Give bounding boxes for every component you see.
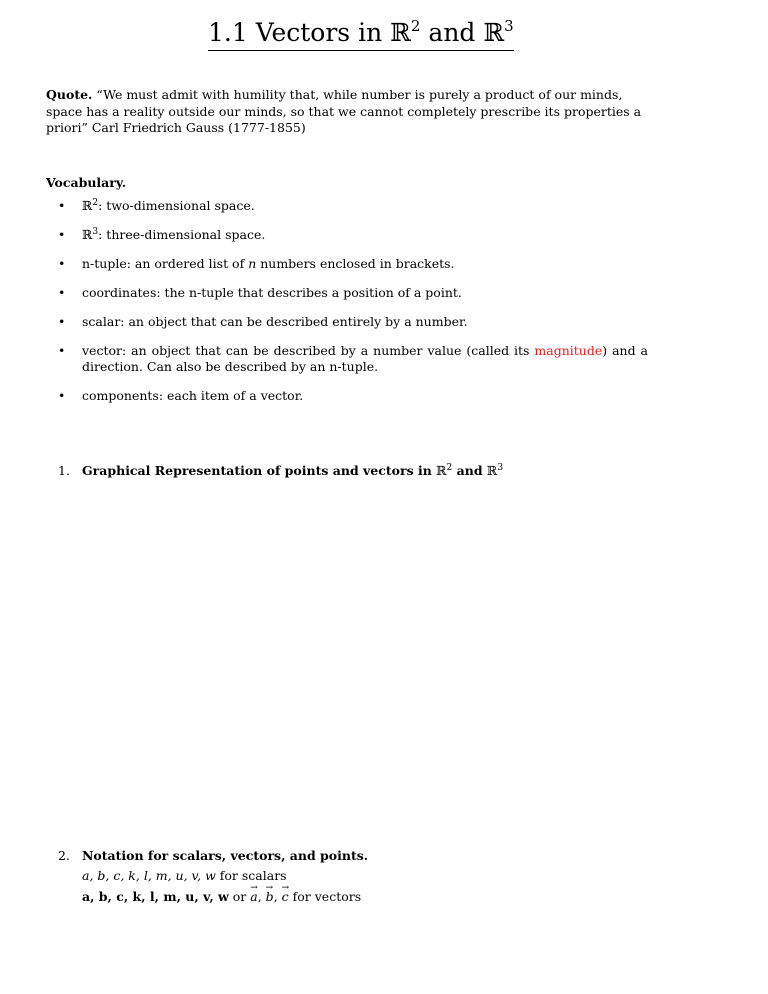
- reals-symbol: ℝ: [390, 18, 411, 47]
- bullet-icon: •: [58, 285, 66, 300]
- quote-text: “We must admit with humility that, while number is purely a product of our minds, space has a reality outside our minds, so that we cannot completely prescribe its properties a priori” Carl Friedrich Gauss (1777-1855): [46, 87, 642, 136]
- section-heading: Notation for scalars, vectors, and points.: [82, 848, 369, 863]
- bullet-icon: •: [58, 343, 66, 358]
- quote-label: Quote.: [46, 87, 93, 102]
- quote-paragraph: [46, 87, 646, 137]
- bullet-icon: •: [58, 256, 66, 271]
- page-title: 1.1 Vectors in ℝ$^2$ and ℝ$^3$: [208, 18, 514, 51]
- magnitude-highlight: magnitude: [534, 343, 603, 358]
- bullet-icon: •: [58, 227, 66, 242]
- section-graphical-representation: [58, 463, 503, 479]
- list-item: • scalar: an object that can be described entirely by a number.: [58, 314, 468, 329]
- list-item: • coordinates: the n-tuple that describes a position of a point.: [58, 285, 462, 300]
- section-notation: [58, 848, 368, 864]
- exponent: 3: [504, 17, 514, 35]
- section-number: 1.: [58, 463, 70, 478]
- vocabulary-list: [58, 198, 648, 417]
- bullet-icon: •: [58, 198, 66, 213]
- section-number: 2.: [58, 848, 70, 863]
- exponent: 2: [410, 17, 421, 35]
- vector-notation-line: a, b, c, k, l, m, u, v, w or → a, → b, → c for vectors: [82, 889, 361, 905]
- list-item: • ℝ$^3$: three-dimensional space.: [58, 227, 266, 242]
- list-item: • n-tuple: an ordered list of n numbers enclosed in brackets.: [58, 256, 455, 271]
- list-item: • ℝ$^2$: two-dimensional space.: [58, 198, 255, 213]
- bullet-icon: •: [58, 314, 66, 329]
- vocabulary-heading: Vocabulary.: [46, 175, 127, 190]
- list-item: • components: each item of a vector.: [58, 388, 304, 403]
- list-item: • vector: an object that can be described by a number value (called its magnitude) and a direction. Can also be described by an n-tuple.: [58, 343, 648, 374]
- bullet-icon: •: [58, 388, 66, 403]
- reals-symbol: ℝ: [483, 18, 505, 47]
- section-heading: Graphical Representation of points and vectors in ℝ$^2$ and ℝ$^3$: [82, 463, 504, 478]
- scalar-notation-line: a, b, c, k, l, m, u, v, w for scalars: [82, 868, 287, 883]
